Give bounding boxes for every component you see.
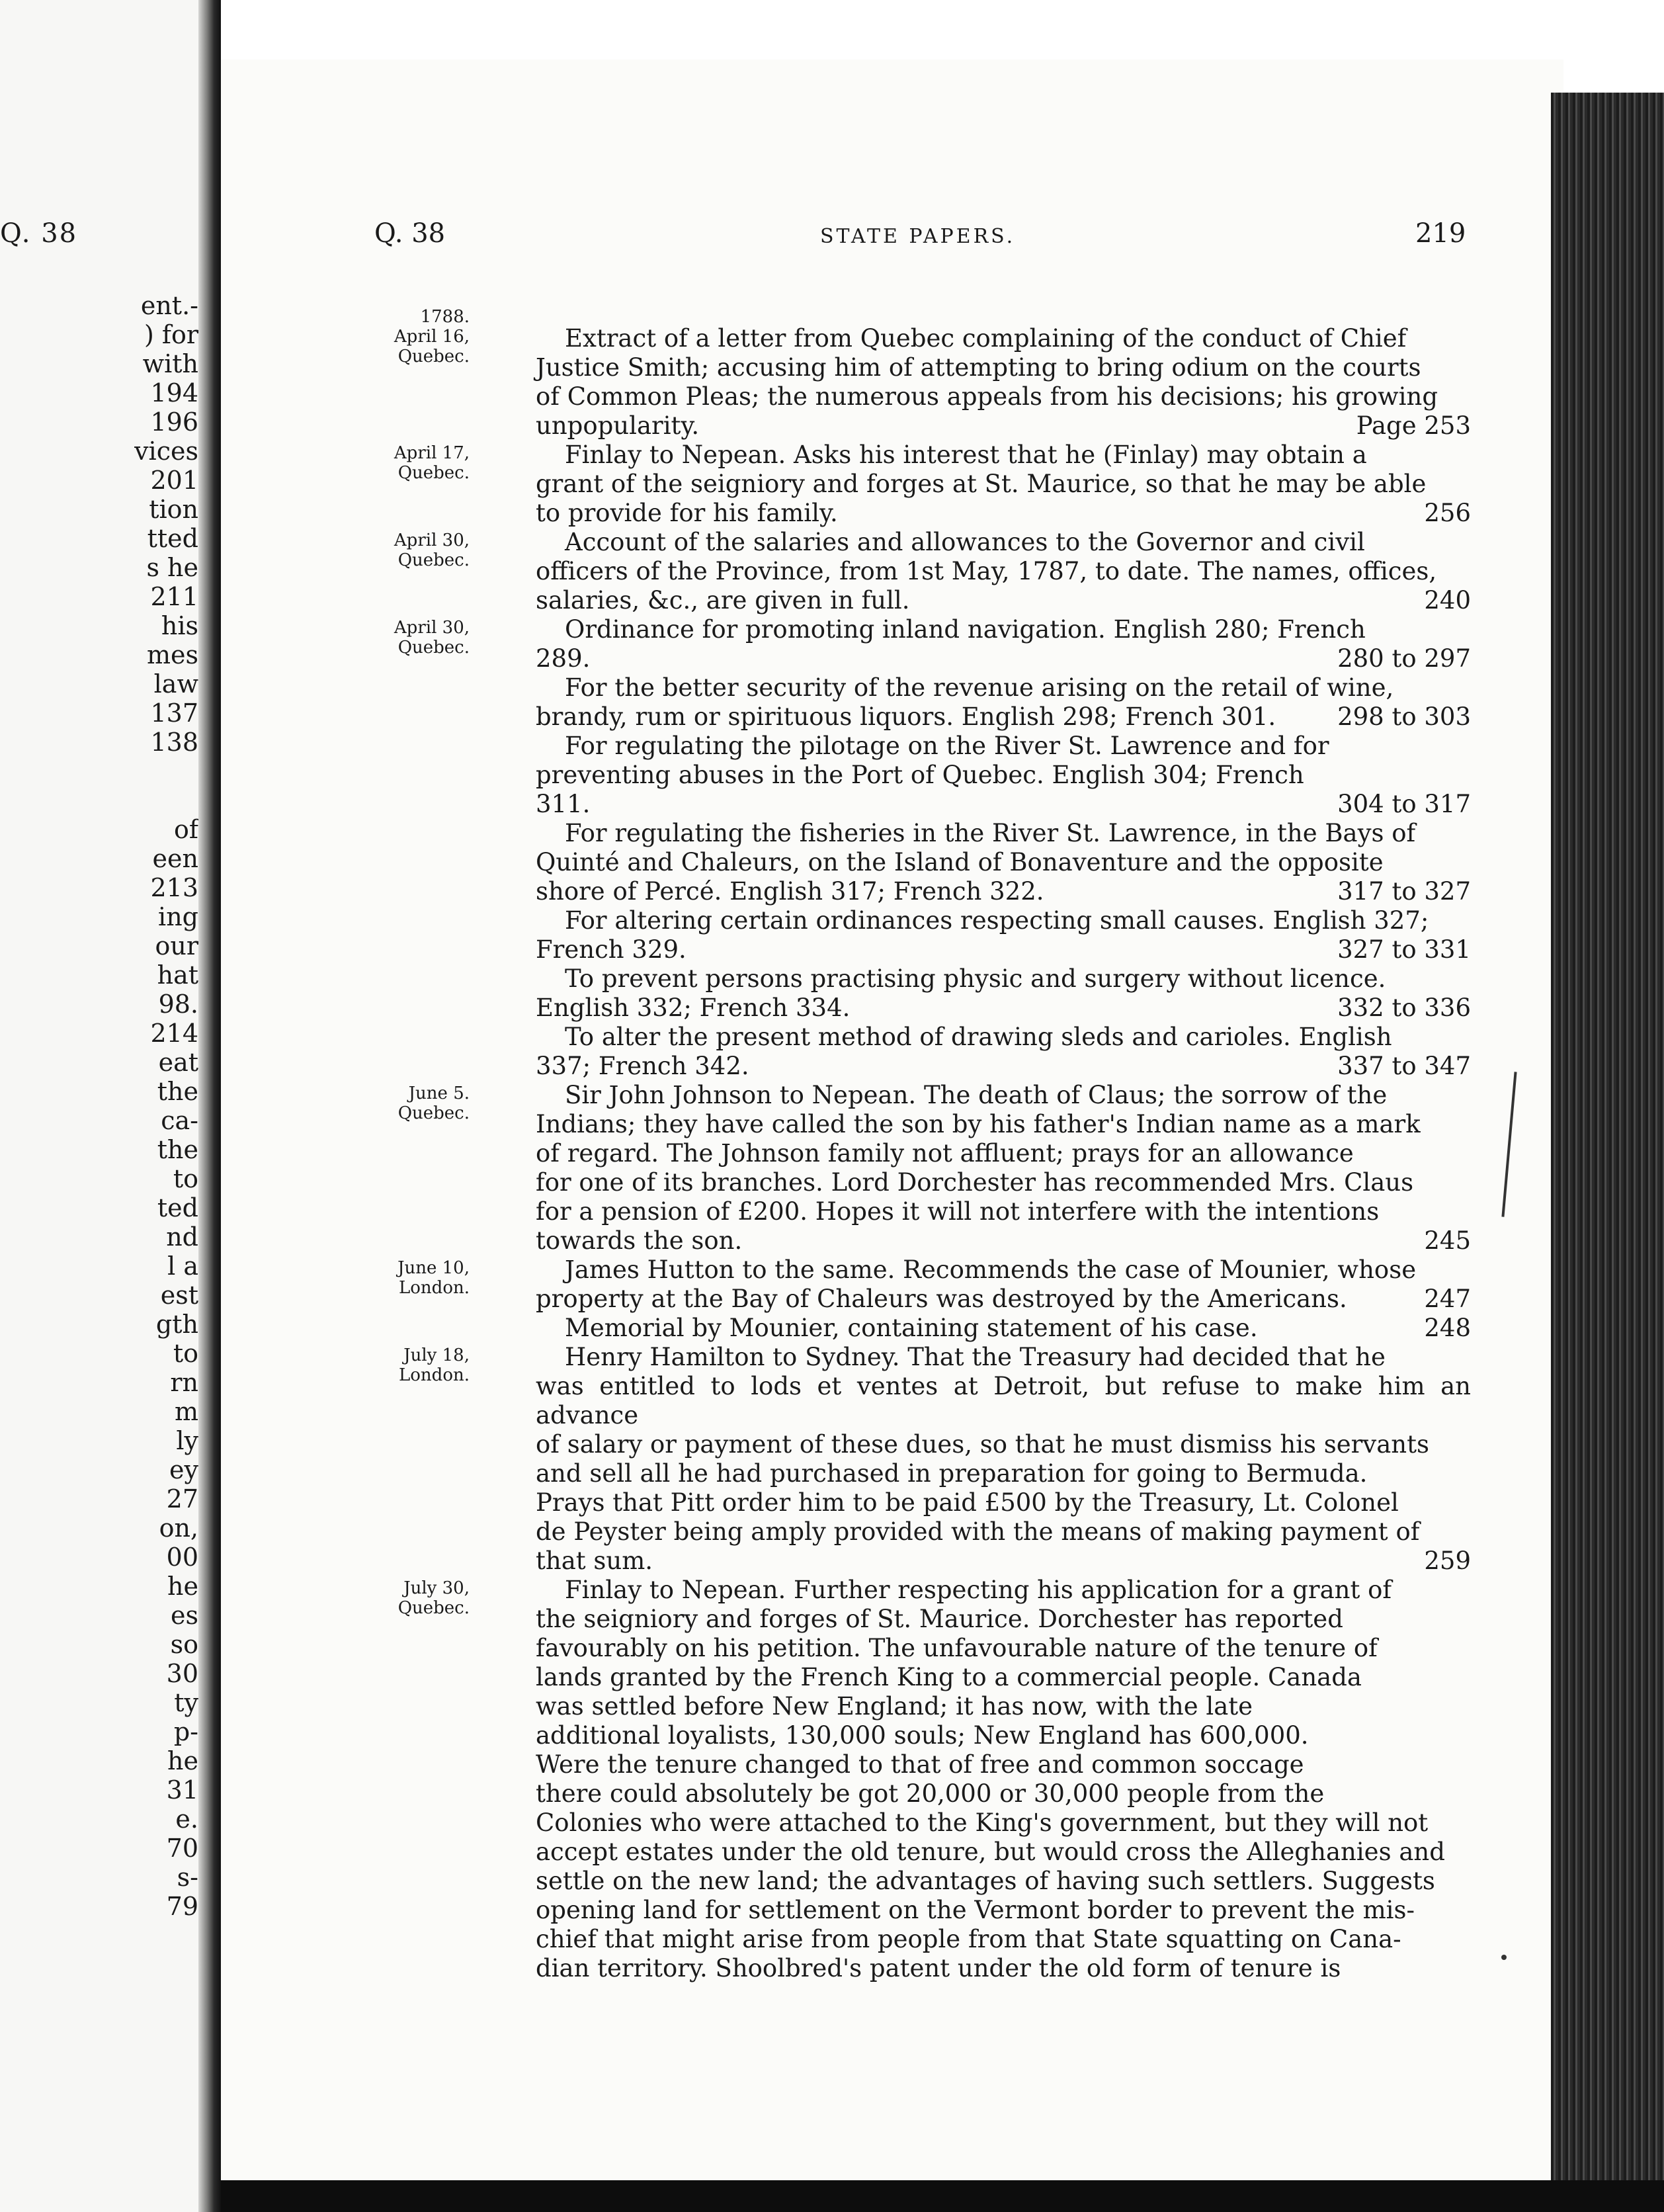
page-reference: 248 [1424, 1314, 1471, 1342]
entry-line: was entitled to lods et ventes at Detroit, but refuse to make him an advance [536, 1372, 1471, 1429]
page-number: 219 [1415, 218, 1466, 249]
margin-date [337, 307, 470, 366]
margin-day: July 18, [403, 1345, 470, 1365]
margin-place: Quebec. [397, 1598, 470, 1618]
calendar-entries [536, 324, 1471, 1983]
calendar-entry [536, 1023, 1471, 1081]
left-page-line: he [167, 1572, 198, 1601]
entry-line: settle on the new land; the advantages of having such settlers. Suggests [536, 1867, 1435, 1895]
margin-day: June 10, [397, 1258, 470, 1278]
left-page-line: tted [147, 524, 198, 553]
page-reference: 337 to 347 [1337, 1052, 1471, 1080]
left-page-line: vices [134, 437, 198, 466]
left-page-line: m [174, 1397, 198, 1426]
left-page-line: 00 [166, 1543, 198, 1572]
calendar-entry [536, 528, 1471, 615]
entry-line: that sum. 259 [536, 1547, 1471, 1575]
entry-line: officers of the Province, from 1st May, 1787, to date. The names, offices, [536, 557, 1437, 585]
entry-line: Extract of a letter from Quebec complaining of the conduct of Chief [565, 324, 1407, 353]
left-page-line: p- [173, 1717, 198, 1746]
left-page-line: 196 [150, 407, 198, 437]
entry-line: chief that might arise from people from that State squatting on Cana- [536, 1925, 1401, 1953]
left-page-line: ty [174, 1688, 198, 1717]
left-page-line: 31 [166, 1775, 198, 1805]
entry-line: for one of its branches. Lord Dorchester has recommended Mrs. Claus [536, 1168, 1414, 1197]
left-page-line: l a [167, 1252, 198, 1281]
left-page-line: 30 [166, 1659, 198, 1688]
margin-date [337, 1345, 470, 1385]
margin-year: 1788. [420, 307, 470, 327]
left-page-line: ey [169, 1455, 198, 1484]
left-page-line: ) for [144, 320, 198, 349]
margin-day: April 30, [394, 618, 470, 638]
left-page-line: of [174, 815, 198, 844]
entry-line: Ordinance for promoting inland navigation. English 280; French [565, 615, 1366, 644]
page-reference: 259 [1424, 1547, 1471, 1575]
margin-day: April 17, [394, 443, 470, 463]
margin-place: Quebec. [397, 463, 470, 483]
margin-date [337, 1258, 470, 1298]
page-reference: 304 to 317 [1337, 790, 1471, 818]
left-page-line: to [173, 1164, 198, 1193]
entry-line: for a pension of £200. Hopes it will not interfere with the intentions [536, 1197, 1380, 1226]
left-page-line: the [157, 1077, 198, 1106]
entry-line: unpopularity. Page 253 [536, 411, 1471, 440]
left-page-line: 214 [150, 1019, 198, 1048]
page-reference: 317 to 327 [1337, 877, 1471, 906]
left-page-line: 211 [150, 582, 198, 611]
left-page-line: nd [166, 1222, 198, 1252]
left-page-line: tion [149, 495, 198, 524]
left-page-line: es [171, 1601, 198, 1630]
left-page-line: so [170, 1630, 198, 1659]
calendar-entry [536, 615, 1471, 673]
left-page-line: eat [158, 1048, 198, 1077]
entry-line: Finlay to Nepean. Further respecting his application for a grant of [565, 1576, 1392, 1604]
entry-line: English 332; French 334. 332 to 336 [536, 994, 1471, 1022]
left-page-line [134, 757, 198, 786]
left-page-line: on, [159, 1513, 198, 1543]
calendar-entry [536, 441, 1471, 528]
page-reference: 298 to 303 [1337, 702, 1471, 731]
left-page-line: 138 [150, 728, 198, 757]
entry-line: favourably on his petition. The unfavourable nature of the tenure of [536, 1634, 1378, 1662]
entry-line: Indians; they have called the son by his father's Indian name as a mark [536, 1110, 1421, 1138]
page-reference: 245 [1424, 1226, 1471, 1255]
entry-line: there could absolutely be got 20,000 or 30,000 people from the [536, 1779, 1325, 1808]
entry-line: Quinté and Chaleurs, on the Island of Bonaventure and the opposite [536, 848, 1384, 876]
left-page-line: s- [177, 1863, 198, 1892]
scan-bottom-border [221, 2180, 1664, 2212]
calendar-entry [536, 732, 1471, 819]
margin-place: Quebec. [397, 550, 470, 570]
margin-place: London. [399, 1365, 470, 1385]
entry-line: additional loyalists, 130,000 souls; New England has 600,000. [536, 1721, 1309, 1750]
entry-line: shore of Percé. English 317; French 322. 317 to 327 [536, 877, 1471, 906]
left-page-line: rn [170, 1368, 198, 1397]
left-page-line: gth [155, 1310, 198, 1339]
margin-day: April 30, [394, 531, 470, 550]
margin-place: Quebec. [397, 1103, 470, 1123]
left-page-line: 213 [150, 873, 198, 902]
left-page-line: est [160, 1281, 198, 1310]
entry-line: was settled before New England; it has now, with the late [536, 1692, 1253, 1721]
entry-line: Henry Hamilton to Sydney. That the Treasury had decided that he [565, 1343, 1386, 1371]
entry-line: and sell all he had purchased in preparation for going to Bermuda. [536, 1459, 1368, 1488]
entry-line: Memorial by Mounier, containing statement of his case. 248 [565, 1314, 1471, 1342]
left-page-line: ly [176, 1426, 198, 1455]
entry-line: Account of the salaries and allowances to the Governor and civil [565, 528, 1365, 556]
page-edges [1551, 93, 1664, 2212]
entry-line: For regulating the pilotage on the River St. Lawrence and for [565, 732, 1329, 760]
left-page-line: ca- [161, 1106, 198, 1135]
entry-line: of regard. The Johnson family not affluent; prays for an allowance [536, 1139, 1354, 1168]
entry-line: 337; French 342. 337 to 347 [536, 1052, 1471, 1080]
left-facing-page [0, 0, 198, 2212]
margin-day: June 5. [408, 1084, 470, 1103]
book-gutter [198, 0, 221, 2212]
entry-line: to provide for his family. 256 [536, 499, 1471, 527]
left-page-line: 98. [158, 990, 198, 1019]
page-reference: 332 to 336 [1337, 994, 1471, 1022]
left-page-line: 194 [150, 378, 198, 407]
margin-date [337, 618, 470, 658]
margin-date [337, 531, 470, 570]
entry-line: salaries, &c., are given in full. 240 [536, 586, 1471, 615]
margin-day: April 16, [394, 327, 470, 347]
entry-line: To prevent persons practising physic and surgery without licence. [565, 964, 1386, 993]
left-page-line: his [161, 611, 198, 640]
left-page-line: 79 [166, 1892, 198, 1921]
entry-line: Finlay to Nepean. Asks his interest that he (Finlay) may obtain a [565, 441, 1367, 469]
left-page-line: een [152, 844, 198, 873]
calendar-entry [536, 906, 1471, 964]
calendar-entry [536, 964, 1471, 1023]
left-page-line: our [155, 931, 198, 960]
left-page-line: 27 [166, 1484, 198, 1513]
left-page-line: 70 [166, 1834, 198, 1863]
entry-line: grant of the seigniory and forges at St. Maurice, so that he may be able [536, 470, 1427, 498]
left-page-line: he [167, 1746, 198, 1775]
entry-line: For altering certain ordinances respecting small causes. English 327; [565, 906, 1429, 935]
entry-line: de Peyster being amply provided with the means of making payment of [536, 1517, 1420, 1546]
margin-date [337, 1084, 470, 1123]
left-page-line: 137 [150, 699, 198, 728]
calendar-entry [536, 1314, 1471, 1343]
running-head-left: Q. 38 [374, 218, 446, 249]
left-page-header: Q. 38 [0, 218, 78, 249]
entry-line: of Common Pleas; the numerous appeals from his decisions; his growing [536, 382, 1438, 411]
left-page-line: mes [146, 640, 198, 669]
entry-line: opening land for settlement on the Vermont border to prevent the mis- [536, 1896, 1415, 1924]
entry-line: towards the son. 245 [536, 1226, 1471, 1255]
page-reference: 280 to 297 [1337, 644, 1471, 673]
left-page-line: hat [157, 960, 198, 990]
margin-day: July 30, [403, 1578, 470, 1598]
entry-line: property at the Bay of Chaleurs was destroyed by the Americans. 247 [536, 1285, 1471, 1313]
entry-line: Sir John Johnson to Nepean. The death of Claus; the sorrow of the [565, 1081, 1388, 1109]
margin-date [337, 1578, 470, 1618]
entry-line: French 329. 327 to 331 [536, 935, 1471, 964]
left-page-margin-text [134, 291, 198, 1921]
entry-line: Prays that Pitt order him to be paid £500 by the Treasury, Lt. Colonel [536, 1488, 1399, 1517]
left-page-line: s he [146, 553, 198, 582]
entry-line: of salary or payment of these dues, so that he must dismiss his servants [536, 1430, 1429, 1459]
page-reference: 256 [1424, 499, 1471, 527]
entry-line: preventing abuses in the Port of Quebec. English 304; French [536, 761, 1304, 789]
entry-line: Were the tenure changed to that of free and common soccage [536, 1750, 1304, 1779]
page-reference: 247 [1424, 1285, 1471, 1313]
entry-line: 289. 280 to 297 [536, 644, 1471, 673]
entry-line: Justice Smith; accusing him of attempting to bring odium on the courts [536, 353, 1421, 382]
left-page-line: e. [175, 1805, 198, 1834]
entry-line: brandy, rum or spirituous liquors. English 298; French 301. 298 to 303 [536, 702, 1471, 731]
entry-line: dian territory. Shoolbred's patent under the old form of tenure is [536, 1954, 1341, 1982]
left-page-line: 201 [150, 466, 198, 495]
entry-line: To alter the present method of drawing sleds and carioles. English [565, 1023, 1392, 1051]
margin-place: London. [399, 1278, 470, 1298]
entry-line: lands granted by the French King to a commercial people. Canada [536, 1663, 1362, 1691]
left-page-line: ent.- [140, 291, 198, 320]
page-reference: Page 253 [1356, 411, 1471, 440]
entry-line: 311. 304 to 317 [536, 790, 1471, 818]
page-reference: 240 [1424, 586, 1471, 615]
entry-line: For the better security of the revenue arising on the retail of wine, [565, 673, 1394, 702]
calendar-entry [536, 1255, 1471, 1314]
left-page-line: the [157, 1135, 198, 1164]
calendar-entry [536, 1081, 1471, 1255]
entry-line: James Hutton to the same. Recommends the case of Mounier, whose [565, 1255, 1417, 1284]
entry-line: For regulating the fisheries in the River St. Lawrence, in the Bays of [565, 819, 1416, 847]
left-page-line [134, 786, 198, 815]
calendar-entry [536, 324, 1471, 441]
margin-date [337, 443, 470, 483]
margin-place: Quebec. [397, 638, 470, 658]
running-head-title: STATE PAPERS. [820, 225, 1016, 248]
left-page-line: ted [157, 1193, 198, 1222]
entry-line: Colonies who were attached to the King's government, but they will not [536, 1808, 1429, 1837]
left-page-line: to [173, 1339, 198, 1368]
margin-dot-mark [1501, 1955, 1507, 1960]
margin-place: Quebec. [397, 347, 470, 366]
entry-line: accept estates under the old tenure, but would cross the Alleghanies and [536, 1838, 1445, 1866]
calendar-entry [536, 1576, 1471, 1983]
left-page-line: ing [158, 902, 198, 931]
entry-line: the seigniory and forges of St. Maurice. Dorchester has reported [536, 1605, 1343, 1633]
calendar-entry [536, 1343, 1471, 1576]
page-reference: 327 to 331 [1337, 935, 1471, 964]
left-page-line: with [142, 349, 198, 378]
calendar-entry [536, 819, 1471, 906]
calendar-entry [536, 673, 1471, 732]
left-page-line: law [153, 669, 198, 699]
